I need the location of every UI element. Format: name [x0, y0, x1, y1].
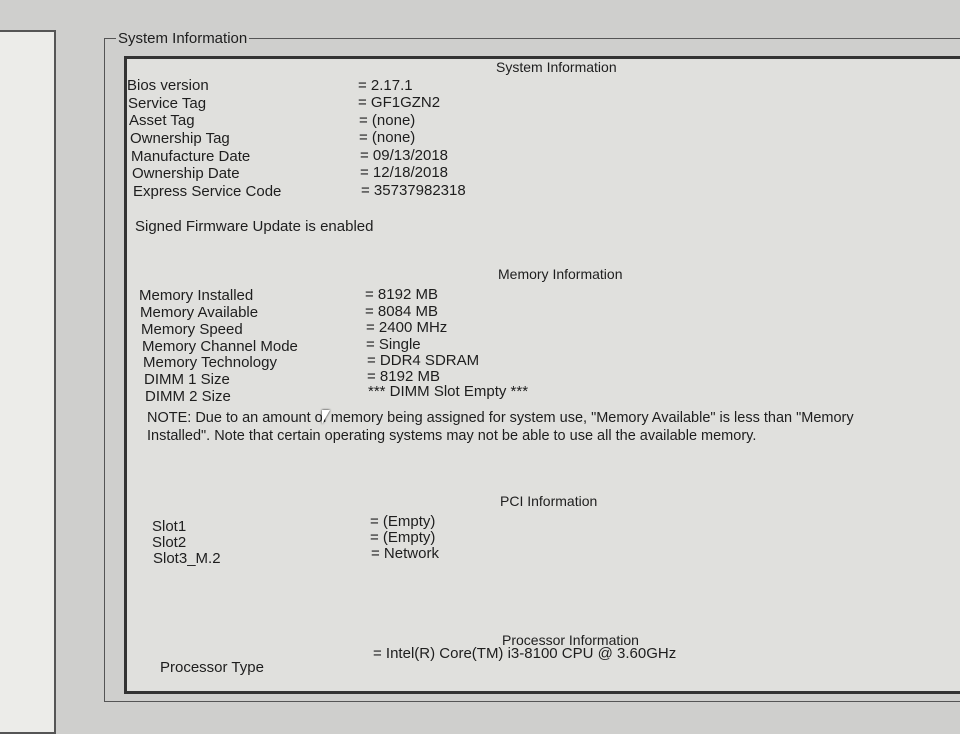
memory-heading: Memory Information	[498, 266, 623, 282]
value-express-service-code: = 35737982318	[361, 182, 466, 199]
label-processor-type: Processor Type	[160, 659, 264, 676]
label-dimm1-size: DIMM 1 Size	[144, 371, 230, 388]
processor-heading: Processor Information	[502, 632, 639, 648]
value-slot1: = (Empty)	[370, 513, 436, 530]
value-dimm2-size: *** DIMM Slot Empty ***	[368, 383, 529, 400]
value-manufacture-date: = 09/13/2018	[360, 147, 449, 164]
group-title: System Information	[118, 30, 248, 47]
label-ownership-date: Ownership Date	[132, 165, 240, 182]
value-memory-installed: = 8192 MB	[365, 286, 438, 303]
value-memory-technology: = DDR4 SDRAM	[367, 352, 480, 369]
label-ownership-tag: Ownership Tag	[130, 130, 230, 147]
value-dimm1-size: = 8192 MB	[367, 368, 440, 385]
mouse-pointer-icon	[322, 410, 330, 424]
label-bios-version: Bios version	[127, 77, 209, 94]
memory-note: NOTE: Due to an amount of memory being assigned for system use, "Memory Available" is less than "Memory Installed". Note that certain operating systems may not be able to use all the available memory.	[147, 410, 854, 444]
label-slot2: Slot2	[152, 534, 187, 551]
value-slot2: = (Empty)	[370, 529, 436, 546]
label-memory-speed: Memory Speed	[141, 321, 243, 338]
value-ownership-tag: = (none)	[359, 129, 416, 146]
label-manufacture-date: Manufacture Date	[131, 148, 251, 165]
value-slot3-m2: = Network	[371, 545, 439, 562]
value-processor-type: = Intel(R) Core(TM) i3-8100 CPU @ 3.60GHz	[373, 645, 677, 662]
label-slot3-m2: Slot3_M.2	[153, 550, 221, 567]
pci-heading: PCI Information	[500, 493, 598, 509]
label-memory-channel-mode: Memory Channel Mode	[142, 338, 298, 355]
value-ownership-date: = 12/18/2018	[360, 164, 449, 181]
value-memory-available: = 8084 MB	[365, 303, 438, 320]
label-memory-installed: Memory Installed	[139, 287, 254, 304]
label-slot1: Slot1	[152, 518, 187, 535]
value-service-tag: = GF1GZN2	[358, 94, 441, 111]
label-service-tag: Service Tag	[128, 95, 207, 112]
firmware-status: Signed Firmware Update is enabled	[135, 218, 374, 235]
value-asset-tag: = (none)	[359, 112, 416, 129]
label-asset-tag: Asset Tag	[129, 112, 195, 129]
label-dimm2-size: DIMM 2 Size	[145, 388, 231, 405]
value-memory-channel-mode: = Single	[366, 336, 421, 353]
value-bios-version: = 2.17.1	[358, 77, 413, 94]
system-heading: System Information	[496, 59, 617, 75]
label-express-service-code: Express Service Code	[133, 183, 282, 200]
value-memory-speed: = 2400 MHz	[366, 319, 448, 336]
navigation-panel	[0, 30, 56, 734]
label-memory-technology: Memory Technology	[143, 354, 277, 371]
label-memory-available: Memory Available	[140, 304, 259, 321]
